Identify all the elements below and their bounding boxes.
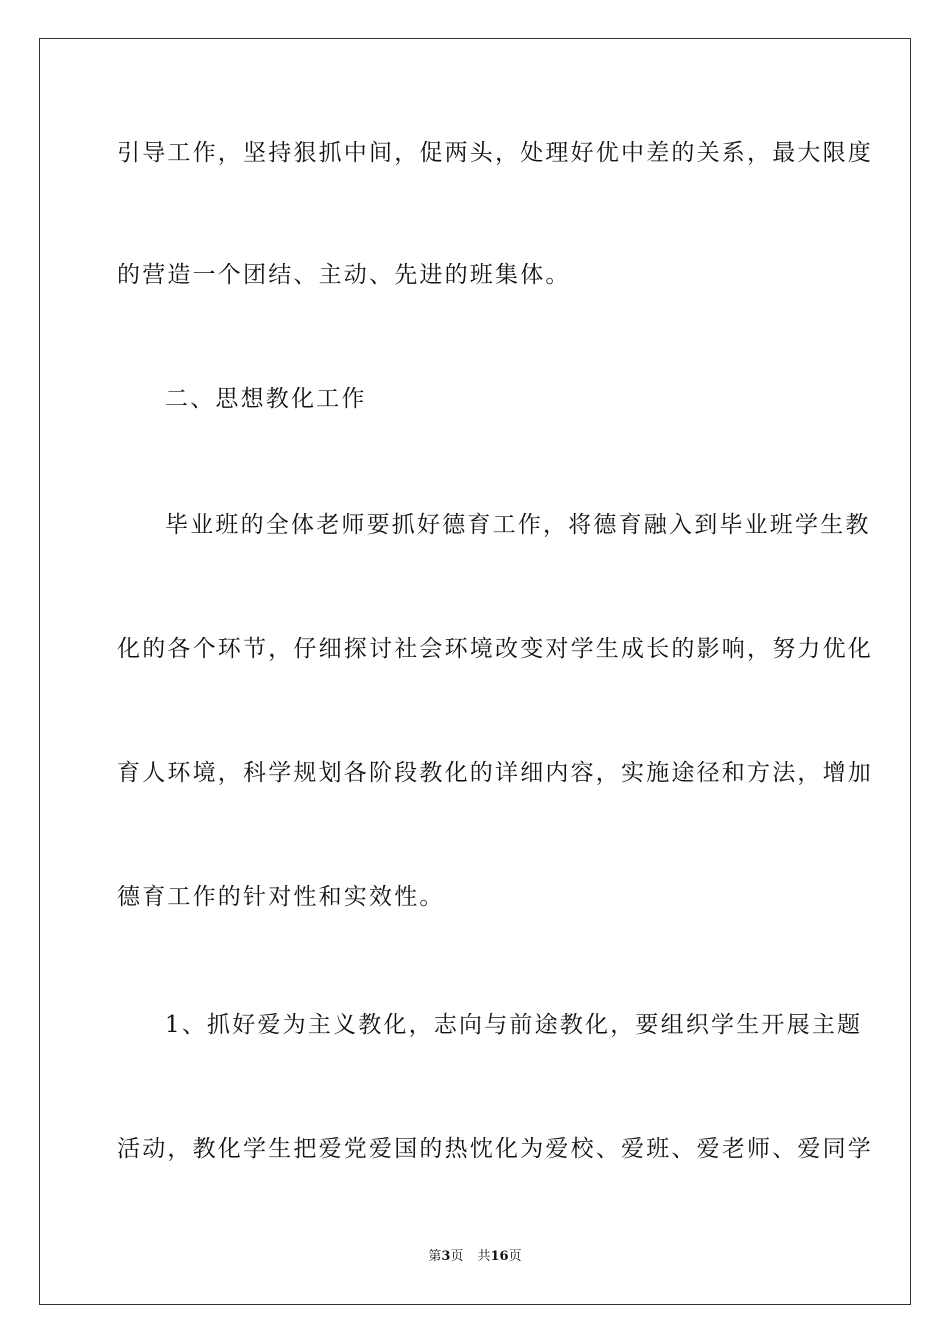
body-line-1: 引导工作，坚持狠抓中间，促两头，处理好优中差的关系，最大限度 [117,140,873,166]
body-line-2: 的营造一个团结、主动、先进的班集体。 [117,262,571,288]
body-line-5: 育人环境，科学规划各阶段教化的详细内容，实施途径和方法，增加 [117,760,873,786]
page-footer [0,1248,950,1266]
list-item-1-line-1: 1、抓好爱为主义教化，志向与前途教化，要组织学生开展主题 [165,1012,863,1038]
total-pages: 16 [490,1249,509,1264]
body-line-6: 德育工作的针对性和实效性。 [117,884,445,910]
page-number: 3 [441,1249,451,1264]
body-line-4: 化的各个环节，仔细探讨社会环境改变对学生成长的影响，努力优化 [117,636,873,662]
total-suffix: 页 [508,1249,522,1264]
page-suffix: 页 [450,1249,464,1264]
page-border [39,38,911,1305]
total-prefix: 共 [477,1249,491,1264]
body-line-3: 毕业班的全体老师要抓好德育工作，将德育融入到毕业班学生教 [165,512,871,538]
section-heading: 二、思想教化工作 [165,386,367,412]
list-item-1-line-2: 活动，教化学生把爱党爱国的热忱化为爱校、爱班、爱老师、爱同学 [117,1136,873,1162]
page-prefix: 第 [428,1249,442,1264]
